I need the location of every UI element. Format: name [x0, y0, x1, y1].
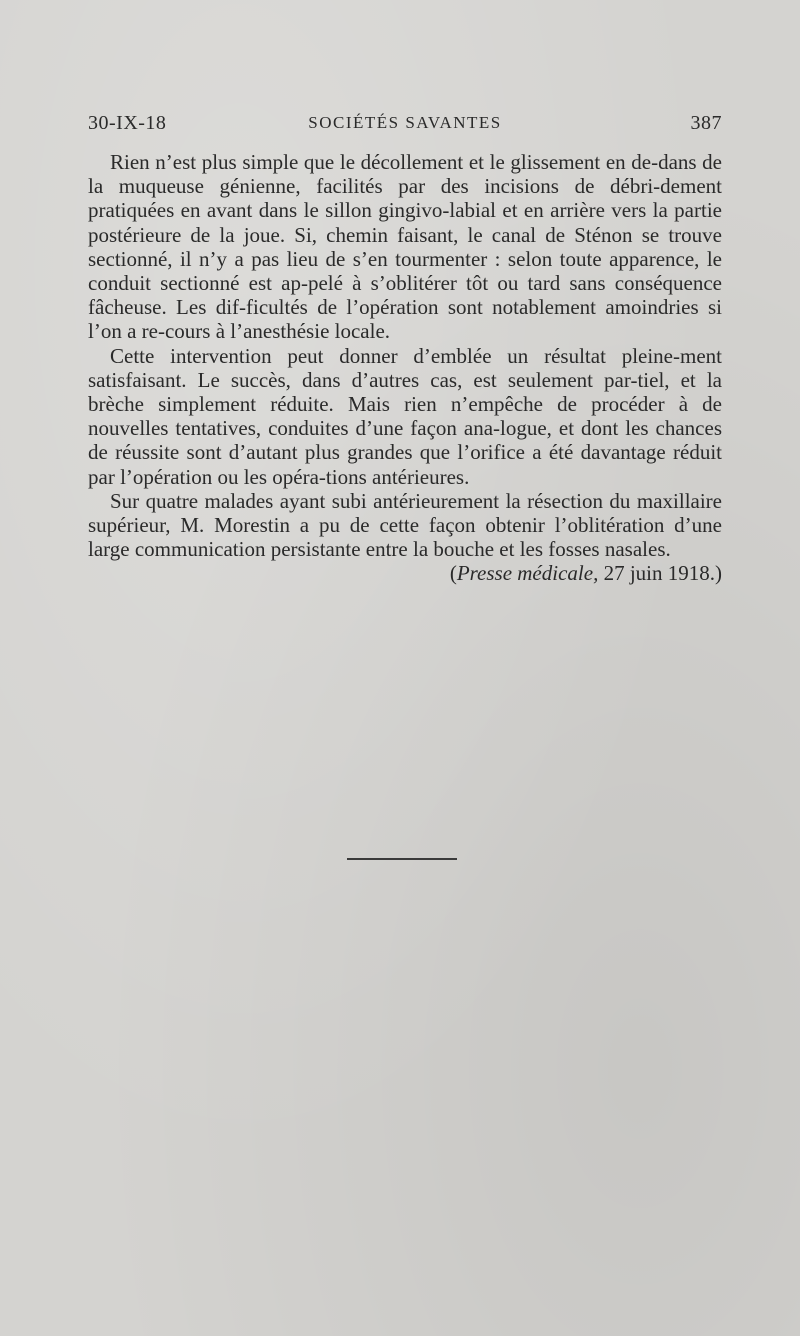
paragraph: Sur quatre malades ayant subi antérieurement la résection du maxillaire supérieur, M. Morestin a pu de cette façon obtenir l’oblitération d’une large communication persistante entre la bouche et les fosses nasales. [88, 488, 722, 562]
journal-name: Presse médicale, [456, 561, 599, 586]
source-citation [88, 561, 722, 585]
page-number: 387 [690, 112, 722, 134]
paragraph: Cette intervention peut donner d’emblée un résultat pleine-ment satisfaisant. Le succès, dans d’autres cas, est seulement par-tiel, et la brèche simplement réduite. Mais rien n’empêche de procéder à de nouvelles tentatives, conduites d’une façon ana-logue, et dont les chances de réussite sont d’autant plus grandes que l’orifice a été davantage réduit par l’opération ou les opéra-tions antérieures. [88, 343, 722, 489]
section-title: SOCIÉTÉS SAVANTES [308, 113, 502, 132]
end-rule [347, 858, 457, 860]
paragraph: Rien n’est plus simple que le décollement et le glissement en de-dans de la muqueuse génienne, facilités par des incisions de débri-dement pratiquées en avant dans le sillon gingivo-labial et en arrière vers la partie postérieure de la joue. Si, chemin faisant, le canal de Sténon se trouve sectionné, il n’y a pas lieu de s’en tourmenter : selon toute apparence, le conduit sectionné est ap-pelé à s’oblitérer tôt ou tard sans conséquence fâcheuse. Les dif-ficultés de l’opération sont notablement amoindries si l’on a re-cours à l’anesthésie locale. [88, 150, 722, 344]
running-head [88, 112, 722, 142]
citation-date: 27 juin 1918.) [598, 561, 722, 586]
article-body [88, 150, 722, 586]
citation-open: ( [449, 561, 457, 586]
issue-date: 30-IX-18 [88, 112, 167, 134]
